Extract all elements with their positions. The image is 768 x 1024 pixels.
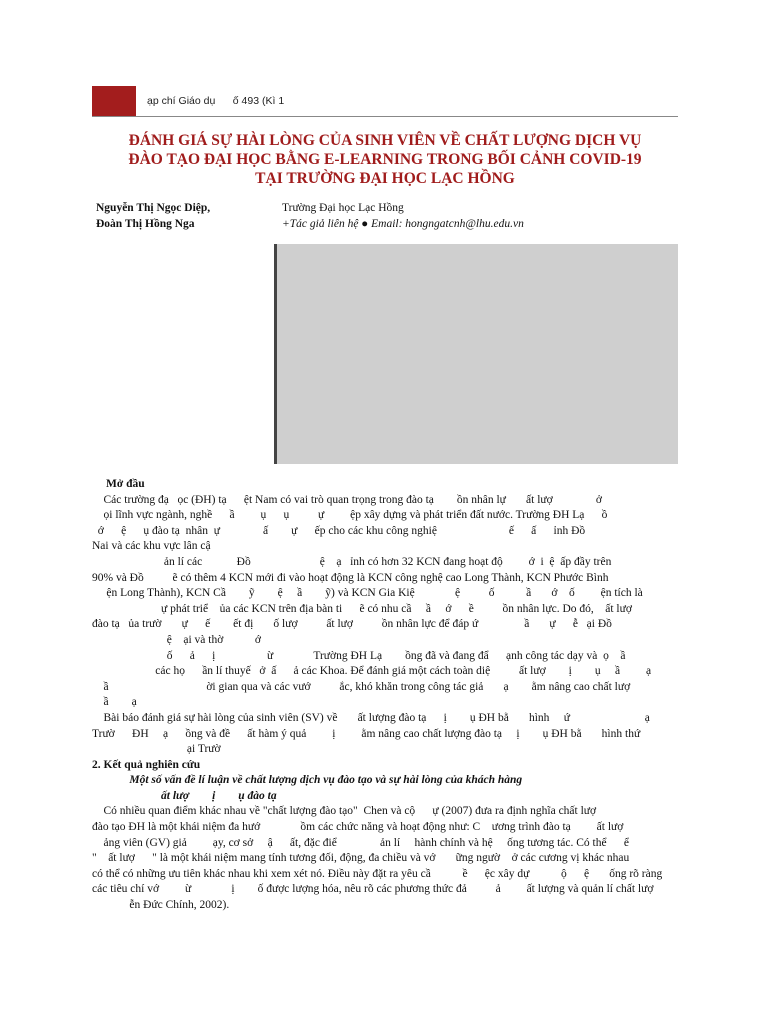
paragraph-line: ản lí các Đồ ệ ạ ỉnh có hơn 32 KCN đang hoạt độ ớ i ệ ấp đầy trên (92, 555, 612, 568)
paragraph-line: có thể có những ưu tiên khác nhau khi xem xét nó. Điều này đặt ra yêu cầ ề ệc xây dự ộ ệ ống rõ ràng (92, 867, 663, 880)
title-line-1: ĐÁNH GIÁ SỰ HÀI LÒNG CỦA SINH VIÊN VỀ CHẤT LƯỢNG DỊCH VỤ (128, 132, 642, 149)
paragraph-line: Có nhiều quan điểm khác nhau về "chất lượng đào tạo" Chen và cộ ự (2007) đưa ra định nghĩa chất lượ (92, 805, 597, 818)
paragraph-line: ọi lĩnh vực ngành, nghề ầ ụ ụ ự ệp xây dựng và phát triển đất nước. Trường ĐH Lạ ồ (92, 509, 608, 522)
paragraph-line: ảng viên (GV) giả ạy, cơ sở ậ ất, đặc điể ản lí hành chính và hệ ống tương tác. Có thể ể (92, 836, 629, 849)
journal-header: ạp chí Giáo dụ ố 493 (Kì 1 (147, 95, 285, 107)
corresponding-author-email: +Tác giả liên hệ ● Email: hongngatcnh@lhu.edu.vn (282, 218, 524, 230)
title-line-2: ĐÀO TẠO ĐẠI HỌC BẰNG E-LEARNING TRONG BỐI CẢNH COVID-19 (128, 151, 642, 168)
affiliation (282, 200, 524, 232)
paragraph-line: Nai và các khu vực lân cậ (92, 540, 211, 553)
paragraph-line: ễn Đức Chính, 2002). (92, 899, 230, 912)
paragraph-line: Bài báo đánh giá sự hài lòng của sinh viên (SV) về ất lượng đào tạ ị ụ ĐH bằ hình ứ ạ (92, 711, 650, 724)
paragraph-line: ại Trườ (92, 743, 221, 756)
paragraph-line: ớ ệ ụ đào tạ nhân ự ấ ự ếp cho các khu công nghiệ ế ấ ỉnh Đồ (92, 524, 586, 537)
header-rule (92, 116, 678, 117)
section-heading-intro: Mở đầu (106, 478, 145, 490)
paragraph-line: đào tạo ĐH là một khái niệm đa hướ ồm các chức năng và hoạt động như: C ương trình đào tạ ất lượ (92, 821, 624, 834)
journal-color-block (92, 86, 136, 116)
paragraph-line: ệ ại và thờ ớ (92, 633, 261, 646)
abstract-box (274, 244, 678, 464)
body-text (92, 477, 678, 914)
subsection-heading: ất lượ ị ụ đào tạ (92, 789, 277, 802)
section-heading-results: 2. Kết quả nghiên cứu (92, 758, 201, 771)
paragraph-line: các tiêu chí vớ ừ ị ố được lượng hóa, nêu rõ các phương thức đả ả ất lượng và quản lí chất lượ (92, 883, 654, 896)
subsection-heading: Một số vấn đề lí luận về chất lượng dịch vụ đào tạo và sự hài lòng của khách hàng (92, 774, 523, 787)
paragraph-line: ầ ời gian qua và các vướ ắc, khó khăn trong công tác giả ạ ằm nâng cao chất lượ (92, 680, 631, 693)
paper-title (92, 131, 678, 188)
paragraph-line: các họ ần lí thuyế ở ấ ả các Khoa. Để đánh giá một cách toàn diệ ất lượ ị ụ ầ ạ (92, 665, 652, 678)
paragraph-line: ện Long Thành), KCN Cầ ỹ ệ ầ ỹ) và KCN Gia Kiệ ệ ố ầ ớ ố ện tích là (92, 587, 643, 600)
author-2: Đoàn Thị Hồng Nga (96, 218, 195, 230)
paragraph-line: " ất lượ " là một khái niệm mang tính tương đối, động, đa chiều và vớ ững ngườ ở các cương vị khác nhau (92, 852, 630, 865)
paragraph-line: ự phát triể ủa các KCN trên địa bàn ti ẽ có nhu cầ ầ ớ ề ồn nhân lực. Do đó, ất lượ (92, 602, 632, 615)
affiliation-school: Trường Đại học Lạc Hồng (282, 202, 404, 214)
paragraph-line: đào tạ ủa trườ ự ế ết đị ố lượ ất lượ ồn nhân lực để đáp ứ ầ ự ễ ại Đồ (92, 618, 612, 631)
paragraph-line: Trườ ĐH ạ ồng và đề ất hàm ý quả ị ằm nâng cao chất lượng đào tạ ị ụ ĐH bằ hình thứ (92, 727, 641, 740)
title-line-3: TẠI TRƯỜNG ĐẠI HỌC LẠC HỒNG (255, 170, 515, 187)
author-list (96, 200, 210, 232)
paragraph-line: 90% và Đồ ẽ có thêm 4 KCN mới đi vào hoạt động là KCN công nghệ cao Long Thành, KCN Phước Bình (92, 571, 609, 584)
paragraph-line: Các trường đạ ọc (ĐH) tạ ệt Nam có vai trò quan trọng trong đào tạ ồn nhân lự ất lượ ở (92, 493, 602, 506)
paragraph-line: ố ả ị ừ Trường ĐH Lạ ồng đã và đang đẩ ạnh công tác dạy và ọ ầ (92, 649, 626, 662)
paragraph-line: ầ ạ (92, 696, 137, 709)
author-1: Nguyễn Thị Ngọc Diệp, (96, 202, 211, 214)
abstract-box-border (274, 244, 277, 464)
